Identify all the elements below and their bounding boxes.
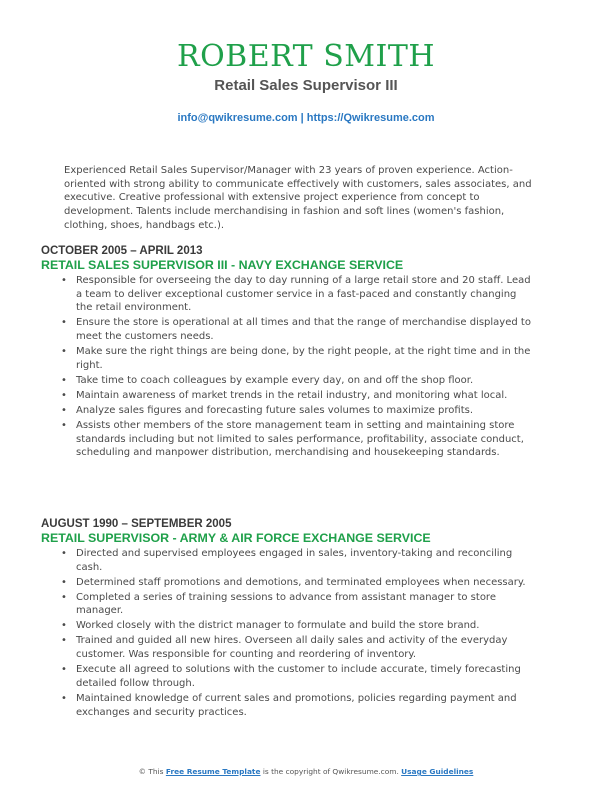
candidate-name: ROBERT SMITH bbox=[176, 39, 436, 74]
bullet-text: Analyze sales figures and forecasting future sales volumes to maximize profits. bbox=[76, 404, 474, 416]
bullet-text: Execute all agreed to solutions with the customer to include accurate, timely forecasting detailed follow through. bbox=[76, 664, 521, 689]
bullet-text: Maintain awareness of market trends in the retail industry, and monitoring what local. bbox=[76, 389, 508, 401]
bullet-icon: • bbox=[61, 419, 67, 431]
job-dates: AUGUST 1990 – SEPTEMBER 2005 bbox=[41, 518, 232, 530]
bullet-text: Responsible for overseeing the day to day running of a large retail store and 20 staff. Lead a team to deliver exceptional customer service in a fast-paced and constantly changing the retail environment. bbox=[76, 275, 531, 314]
bullet-icon: • bbox=[61, 374, 67, 386]
job-dates: OCTOBER 2005 – APRIL 2013 bbox=[41, 245, 203, 257]
list-item bbox=[41, 316, 531, 343]
experience-entry bbox=[41, 244, 531, 461]
list-item bbox=[41, 692, 531, 719]
bullet-icon: • bbox=[61, 692, 67, 704]
list-item bbox=[41, 576, 531, 590]
bullet-text: Directed and supervised employees engaged in sales, inventory-taking and reconciling cash. bbox=[76, 548, 513, 573]
experience-entry bbox=[41, 517, 531, 721]
bullet-text: Maintained knowledge of current sales and promotions, policies regarding payment and exchanges and security practices. bbox=[76, 692, 517, 718]
job-responsibilities bbox=[41, 547, 531, 719]
bullet-icon: • bbox=[61, 346, 67, 358]
job-role: RETAIL SALES SUPERVISOR III - NAVY EXCHANGE SERVICE bbox=[41, 258, 404, 272]
footer-middle: is the copyright of Qwikresume.com. bbox=[262, 767, 399, 776]
list-item bbox=[41, 619, 531, 633]
list-item bbox=[41, 374, 531, 388]
job-role: RETAIL SUPERVISOR - ARMY & AIR FORCE EXCHANGE SERVICE bbox=[41, 531, 431, 545]
bullet-icon: • bbox=[61, 664, 67, 676]
usage-guidelines-link[interactable]: Usage Guidelines bbox=[401, 767, 474, 776]
bullet-text: Worked closely with the district manager to formulate and build the store brand. bbox=[76, 620, 480, 632]
contact-line bbox=[0, 111, 612, 125]
footer-prefix: © This bbox=[138, 767, 164, 776]
bullet-icon: • bbox=[61, 404, 67, 416]
bullet-text: Make sure the right things are being done, by the right people, at the right time and in the right. bbox=[76, 346, 531, 371]
list-item bbox=[41, 591, 531, 618]
bullet-icon: • bbox=[61, 576, 67, 588]
list-item bbox=[41, 547, 531, 574]
bullet-text: Assists other members of the store management team in setting and maintaining store standards including but not limited to sales performance, profitability, associate conduct, scheduling and manpower distribution, merchandising and housekeeping standards. bbox=[76, 419, 524, 459]
website-link[interactable]: https://Qwikresume.com bbox=[306, 112, 435, 124]
free-resume-template-link[interactable]: Free Resume Template bbox=[165, 767, 261, 776]
list-item bbox=[41, 663, 531, 690]
bullet-text: Ensure the store is operational at all times and that the range of merchandise displayed to meet the customers needs. bbox=[76, 317, 531, 343]
bullet-icon: • bbox=[61, 275, 67, 286]
professional-summary: Experienced Retail Sales Supervisor/Manager with 23 years of proven experience. Action-oriented with strong ability to communicate effectively with customers, sales associates, and executive. Creative professional with extensive project experience from concept to development. Talents include merchandising in fashion and soft lines (women's fashion, clothing, shoes, handbags etc.). bbox=[64, 165, 532, 231]
list-item bbox=[41, 345, 531, 372]
bullet-icon: • bbox=[61, 389, 67, 401]
email-link[interactable]: info@qwikresume.com bbox=[177, 112, 298, 124]
bullet-icon: • bbox=[61, 591, 67, 603]
job-responsibilities bbox=[41, 274, 531, 460]
candidate-title: Retail Sales Supervisor III bbox=[214, 77, 398, 94]
bullet-text: Trained and guided all new hires. Overseen all daily sales and activity of the everyday customer. Was responsible for counting and reordering of inventory. bbox=[76, 635, 508, 661]
bullet-text: Completed a series of training sessions to advance from assistant manager to store manager. bbox=[76, 591, 496, 617]
list-item bbox=[41, 404, 531, 418]
bullet-icon: • bbox=[61, 317, 67, 329]
bullet-icon: • bbox=[61, 620, 67, 632]
copyright-footer bbox=[0, 767, 612, 777]
list-item bbox=[41, 274, 531, 315]
bullet-icon: • bbox=[61, 548, 67, 559]
list-item bbox=[41, 634, 531, 661]
list-item bbox=[41, 389, 531, 403]
bullet-text: Determined staff promotions and demotions, and terminated employees when necessary. bbox=[76, 576, 526, 588]
contact-separator: | bbox=[300, 112, 304, 124]
bullet-icon: • bbox=[61, 635, 67, 647]
list-item bbox=[41, 419, 531, 460]
bullet-text: Take time to coach colleagues by example every day, on and off the shop floor. bbox=[76, 374, 474, 386]
